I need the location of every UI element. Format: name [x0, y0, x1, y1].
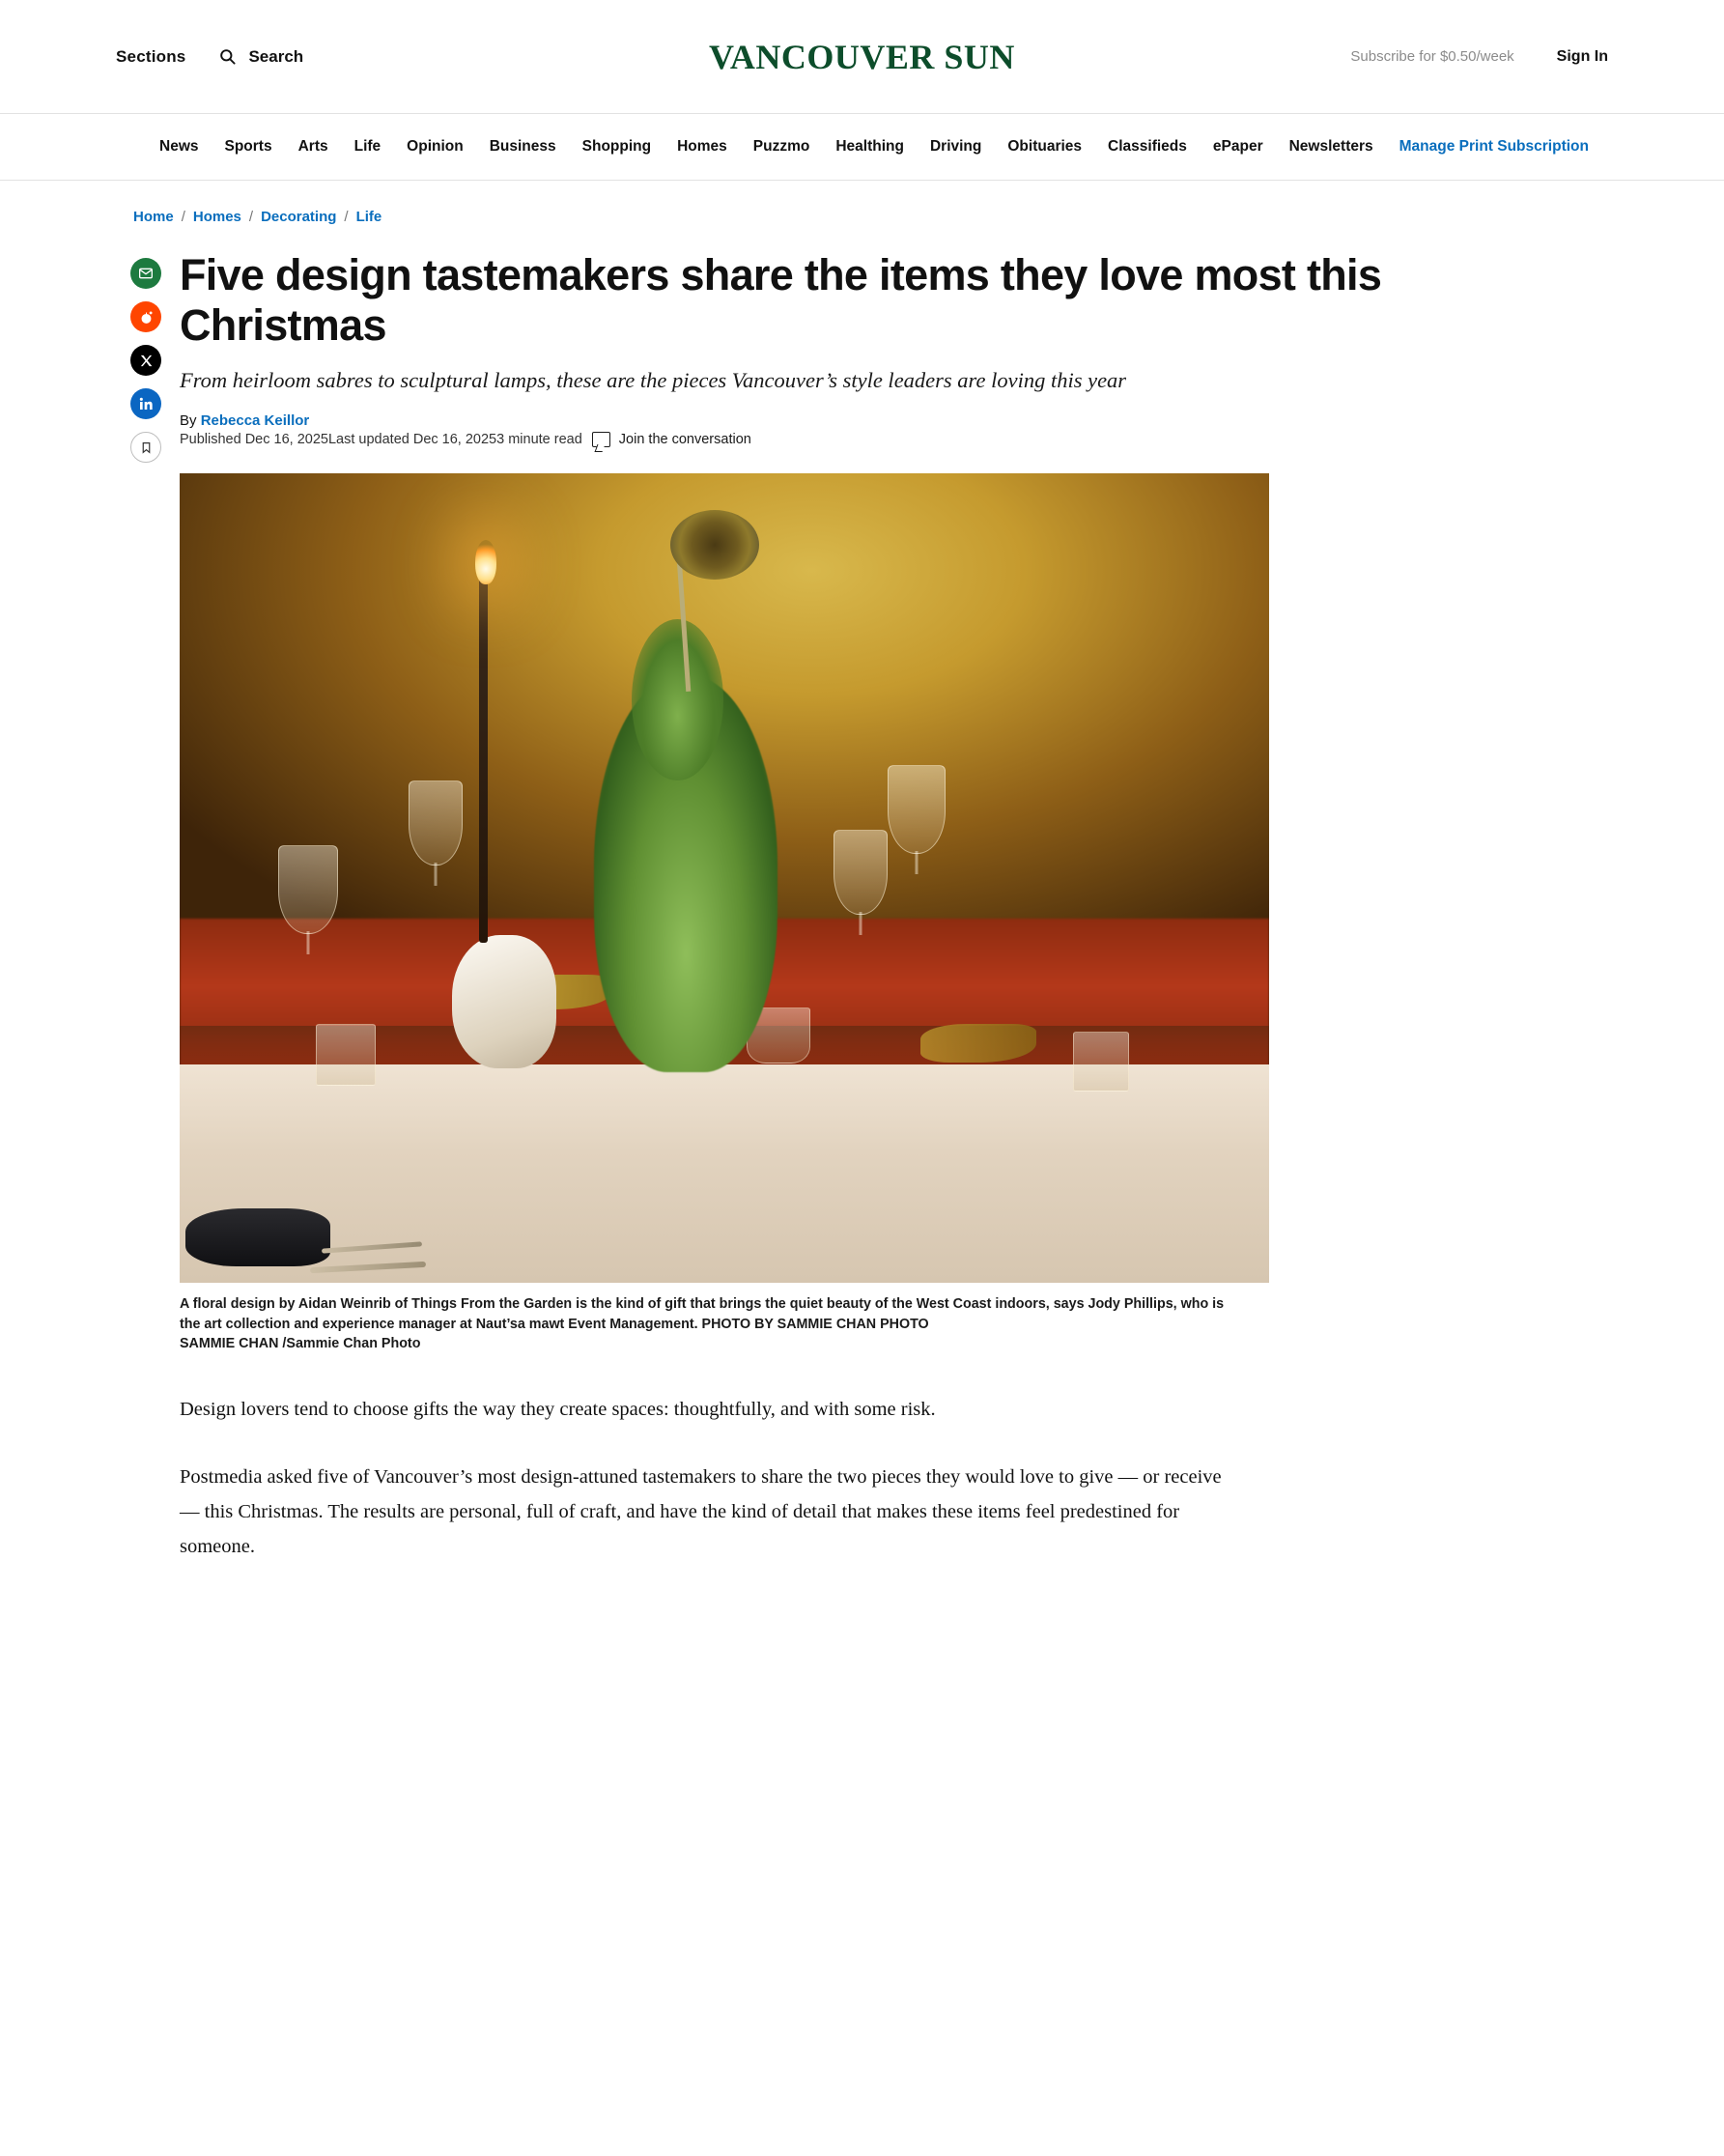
breadcrumb-item-home[interactable]: Home [133, 209, 174, 225]
subscribe-link[interactable]: Subscribe for $0.50/week [1350, 48, 1514, 65]
hero-figure [180, 473, 1269, 1354]
page-title: Five design tastemakers share the items they love most this Christmas [180, 250, 1382, 350]
sections-button[interactable]: Sections [116, 46, 186, 66]
nav-item-obituaries[interactable]: Obituaries [1007, 138, 1083, 155]
nav-item-homes[interactable]: Homes [677, 138, 727, 155]
image-candle-flame [475, 540, 496, 584]
image-sunflower [670, 510, 759, 580]
image-wine-glass [278, 845, 338, 934]
primary-nav [116, 114, 1608, 180]
breadcrumb [116, 181, 1608, 225]
image-leaf [920, 1024, 1036, 1063]
image-sculpture [452, 935, 556, 1068]
join-conversation-label: Join the conversation [618, 431, 751, 447]
breadcrumb-separator: / [181, 209, 185, 225]
nav-item-news[interactable]: News [159, 138, 199, 155]
nav-item-opinion[interactable]: Opinion [407, 138, 464, 155]
sign-in-link[interactable]: Sign In [1556, 47, 1608, 65]
article-paragraph: Design lovers tend to choose gifts the way they create spaces: thoughtfully, and with some risk. [180, 1399, 936, 1421]
image-tumbler [1073, 1032, 1129, 1092]
caption-credit: SAMMIE CHAN /Sammie Chan Photo [180, 1336, 421, 1352]
share-rail [116, 250, 176, 1598]
nav-item-shopping[interactable]: Shopping [581, 138, 652, 155]
nav-item-manage-print-subscription[interactable]: Manage Print Subscription [1399, 138, 1589, 155]
email-icon [138, 266, 154, 281]
breadcrumb-item-life[interactable]: Life [355, 209, 382, 225]
published-date: Published Dec 16, 2025 [180, 431, 328, 447]
nav-item-driving[interactable]: Driving [929, 138, 982, 155]
nav-item-newsletters[interactable]: Newsletters [1288, 138, 1373, 155]
nav-item-epaper[interactable]: ePaper [1212, 138, 1263, 155]
image-floral-arrangement-top [632, 619, 723, 781]
header-right-group [1350, 48, 1608, 66]
search-button[interactable] [218, 47, 303, 67]
header-left-group [116, 47, 303, 67]
nav-item-life[interactable]: Life [353, 138, 382, 155]
content-area [0, 181, 1724, 1598]
byline-author[interactable]: Rebecca Keillor [200, 411, 310, 429]
share-email-button[interactable] [130, 258, 161, 289]
breadcrumb-separator: / [344, 209, 349, 225]
image-wine-glass [888, 765, 946, 854]
join-conversation-button[interactable] [592, 432, 751, 447]
byline [180, 412, 1608, 429]
article-deck: From heirloom sabres to sculptural lamps, these are the pieces Vancouver’s style leaders are loving this year [180, 367, 1127, 392]
image-wine-glass [409, 780, 463, 865]
last-updated-date: Last updated Dec 16, 2025 [327, 431, 497, 447]
image-candle [479, 562, 488, 943]
site-header [0, 0, 1724, 114]
image-wine-glass [834, 830, 888, 915]
comment-bubble-icon [592, 432, 610, 447]
share-reddit-button[interactable] [130, 301, 161, 332]
caption-text: A floral design by Aidan Weinrib of Things From the Garden is the kind of gift that brings the quiet beauty of the West Coast indoors, says Jody Phillips, who is the art collection and experience manager at Naut’sa mawt Event Management. PHOTO BY SAMMIE CHAN PHOTO [180, 1295, 1225, 1332]
nav-item-sports[interactable]: Sports [224, 138, 272, 155]
byline-prefix: By [180, 411, 201, 429]
breadcrumb-separator: / [248, 209, 254, 225]
breadcrumb-item-homes[interactable]: Homes [192, 209, 241, 225]
article-meta [180, 432, 1608, 447]
image-napkin [185, 1208, 330, 1266]
nav-item-classifieds[interactable]: Classifieds [1108, 138, 1187, 155]
save-article-button[interactable] [130, 432, 161, 463]
read-time: 3 minute read [496, 431, 582, 447]
x-icon [139, 354, 154, 368]
masthead-logo[interactable]: VANCOUVER SUN [709, 37, 1015, 76]
image-caption [180, 1294, 1242, 1354]
linkedin-icon [138, 396, 154, 411]
primary-nav-bar [0, 114, 1724, 181]
article-body [176, 250, 1608, 1598]
nav-item-puzzmo[interactable]: Puzzmo [752, 138, 810, 155]
share-x-button[interactable] [130, 345, 161, 376]
bookmark-icon [140, 440, 153, 455]
search-label: Search [248, 46, 304, 66]
share-linkedin-button[interactable] [130, 388, 161, 419]
article-paragraph: Postmedia asked five of Vancouver’s most design-attuned tastemakers to share the two pieces they would love to give — or receive — this Christmas. The results are personal, full of craft, and have the kind of detail that makes these items feel predestined for someone. [180, 1465, 1222, 1557]
nav-item-healthing[interactable]: Healthing [835, 138, 904, 155]
search-icon [218, 47, 237, 66]
article-text [180, 1393, 1228, 1565]
breadcrumb-item-decorating[interactable]: Decorating [261, 209, 337, 225]
reddit-icon [138, 309, 155, 326]
nav-item-business[interactable]: Business [489, 138, 556, 155]
nav-item-arts[interactable]: Arts [297, 138, 328, 155]
article [116, 225, 1608, 1598]
image-tumbler [316, 1024, 376, 1086]
hero-image [180, 473, 1269, 1283]
